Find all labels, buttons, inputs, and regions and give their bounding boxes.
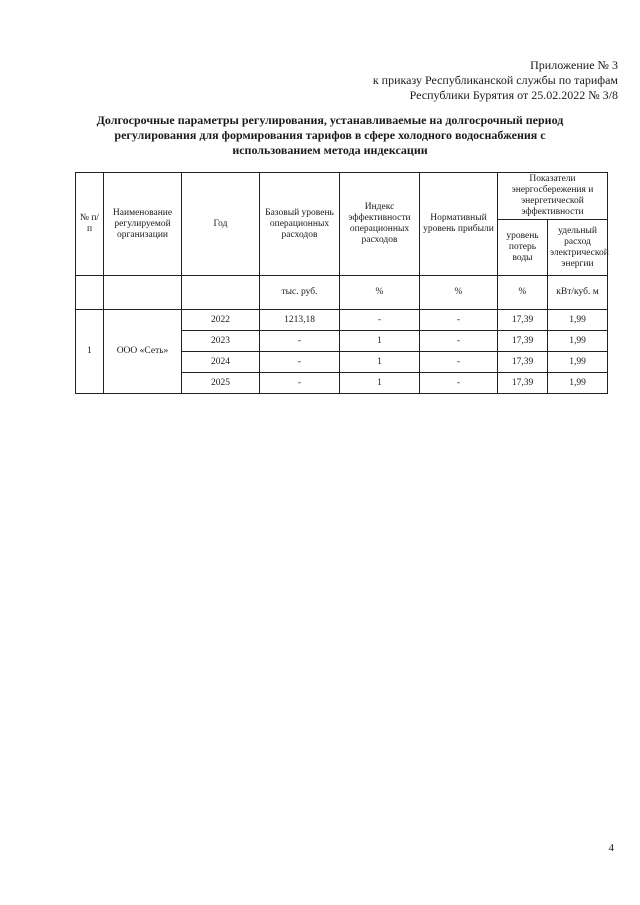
unit-base: тыс. руб. [260, 276, 340, 310]
unit-empty-year [182, 276, 260, 310]
cell-base: 1213,18 [260, 310, 340, 331]
cell-index: 1 [340, 352, 420, 373]
appendix-header [373, 58, 618, 103]
cell-base: - [260, 331, 340, 352]
header-efficiency-index: Индекс эффективности операционных расходов [340, 173, 420, 276]
header-base-expenses: Базовый уровень операционных расходов [260, 173, 340, 276]
cell-base: - [260, 352, 340, 373]
table-row [76, 310, 608, 331]
parameters-table [75, 172, 608, 394]
cell-profit: - [420, 310, 498, 331]
header-profit-level: Нормативный уровень прибыли [420, 173, 498, 276]
unit-losses: % [498, 276, 548, 310]
header-org: Наименование регулируемой организации [104, 173, 182, 276]
cell-consumption: 1,99 [548, 352, 608, 373]
appendix-line-2: к приказу Республиканской службы по тарифам [372, 73, 618, 87]
unit-index: % [340, 276, 420, 310]
org-number: 1 [76, 310, 104, 394]
header-energy-consumption: удельный расход электрической энергии [548, 220, 608, 276]
header-year: Год [182, 173, 260, 276]
unit-empty-org [104, 276, 182, 310]
appendix-line-1: Приложение № 3 [530, 58, 618, 72]
cell-consumption: 1,99 [548, 373, 608, 394]
cell-year: 2025 [182, 373, 260, 394]
page-number: 4 [608, 842, 614, 854]
org-name: ООО «Сеть» [104, 310, 182, 394]
header-water-losses: уровень потерь воды [498, 220, 548, 276]
header-energy-indicators: Показатели энергосбережения и энергетической эффективности [498, 173, 608, 220]
cell-losses: 17,39 [498, 352, 548, 373]
document-title: Долгосрочные параметры регулирования, устанавливаемые на долгосрочный период регулирования для формирования тарифов в сфере холодного водоснабжения с использованием метода индексации [96, 113, 564, 157]
cell-losses: 17,39 [498, 331, 548, 352]
cell-consumption: 1,99 [548, 310, 608, 331]
cell-profit: - [420, 331, 498, 352]
units-row [76, 276, 608, 310]
cell-base: - [260, 373, 340, 394]
unit-empty-num [76, 276, 104, 310]
cell-profit: - [420, 352, 498, 373]
cell-losses: 17,39 [498, 310, 548, 331]
cell-index: 1 [340, 331, 420, 352]
unit-profit: % [420, 276, 498, 310]
cell-year: 2024 [182, 352, 260, 373]
cell-year: 2023 [182, 331, 260, 352]
cell-index: 1 [340, 373, 420, 394]
cell-index: - [340, 310, 420, 331]
cell-year: 2022 [182, 310, 260, 331]
header-num: № п/п [76, 173, 104, 276]
cell-consumption: 1,99 [548, 331, 608, 352]
appendix-line-3: Республики Бурятия от 25.02.2022 № 3/8 [409, 88, 618, 102]
cell-losses: 17,39 [498, 373, 548, 394]
unit-consumption: кВт/куб. м [548, 276, 608, 310]
cell-profit: - [420, 373, 498, 394]
